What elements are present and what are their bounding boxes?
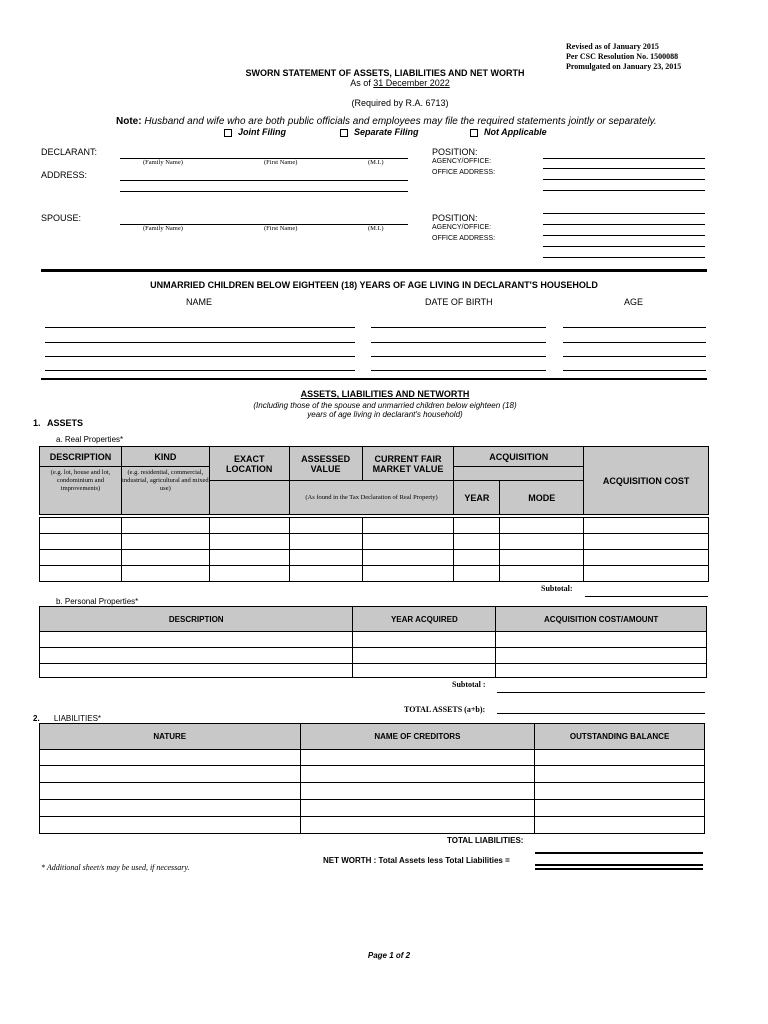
- personal-header-description: DESCRIPTION: [40, 607, 353, 632]
- children-col-age: AGE: [624, 297, 644, 307]
- child-name-field[interactable]: [45, 327, 355, 328]
- table-row[interactable]: [40, 518, 709, 534]
- real-subtotal-field[interactable]: [585, 596, 708, 597]
- declarant-agency-field[interactable]: [543, 168, 705, 169]
- separate-filing-label: Separate Filing: [354, 127, 419, 137]
- liabilities-header-balance: OUTSTANDING BALANCE: [535, 724, 705, 750]
- not-applicable-checkbox[interactable]: [470, 129, 478, 137]
- declarant-agency-label: AGENCY/OFFICE:: [432, 158, 492, 165]
- table-row[interactable]: [40, 648, 707, 664]
- child-age-field[interactable]: [563, 342, 706, 343]
- declarant-office-address-field-1[interactable]: [543, 179, 705, 180]
- spouse-label: SPOUSE:: [41, 213, 82, 223]
- liabilities-table: [39, 723, 705, 834]
- real-header-description-sub: (e.g. lot, house and lot, condominium and improvements): [40, 467, 122, 515]
- as-of-line: [300, 78, 500, 88]
- joint-filing-option[interactable]: [224, 127, 286, 137]
- table-row[interactable]: [40, 664, 707, 678]
- section-divider: [41, 269, 707, 272]
- spouse-mi-caption: (M.I.): [368, 225, 384, 232]
- note: [116, 116, 657, 127]
- real-header-kind: KIND: [121, 447, 209, 467]
- table-row[interactable]: [40, 632, 707, 648]
- personal-subtotal-field[interactable]: [497, 692, 705, 693]
- real-header-acq-cost: ACQUISITION COST: [584, 447, 709, 515]
- page-number: Page 1 of 2: [367, 951, 411, 960]
- declarant-position-field[interactable]: [543, 158, 705, 159]
- spouse-agency-field[interactable]: [543, 224, 705, 225]
- personal-header-year: YEAR ACQUIRED: [353, 607, 496, 632]
- child-name-field[interactable]: [45, 342, 355, 343]
- real-header-value-sub: (As found in the Tax Declaration of Real Property): [289, 481, 454, 515]
- real-header-year: YEAR: [454, 481, 500, 515]
- children-col-name: NAME: [186, 297, 213, 307]
- total-assets-field[interactable]: [497, 713, 705, 714]
- children-col-dob: DATE OF BIRTH: [425, 297, 493, 307]
- note-label: Note:: [116, 116, 142, 127]
- real-header-location-spacer: [209, 481, 289, 515]
- personal-subtotal-label: Subtotal :: [452, 680, 486, 689]
- child-name-field[interactable]: [45, 356, 355, 357]
- spouse-family-name-caption: (Family Name): [143, 225, 183, 232]
- real-header-mode: MODE: [500, 481, 584, 515]
- aln-subtitle-1: (Including those of the spouse and unmarried children below eighteen (18): [253, 401, 517, 410]
- real-properties-table: [39, 446, 709, 582]
- spouse-office-address-field-3[interactable]: [543, 257, 705, 258]
- spouse-first-name-caption: (First Name): [264, 225, 298, 232]
- liabilities-header-nature: NATURE: [40, 724, 301, 750]
- total-assets-label: TOTAL ASSETS (a+b):: [404, 705, 486, 714]
- personal-properties-table: [39, 606, 707, 678]
- liabilities-label: LIABILITIES*: [53, 714, 102, 723]
- table-row[interactable]: [40, 800, 705, 817]
- spouse-office-address-field-1[interactable]: [543, 235, 705, 236]
- form-title: SWORN STATEMENT OF ASSETS, LIABILITIES AND NET WORTH: [245, 68, 525, 78]
- note-text: Husband and wife who are both public officials and employees may file the required statements jointly or separately.: [144, 116, 657, 127]
- declarant-position-label: POSITION:: [432, 147, 478, 157]
- spouse-position-field[interactable]: [543, 213, 705, 214]
- table-row[interactable]: [40, 750, 705, 766]
- real-header-location: EXACT LOCATION: [209, 447, 289, 481]
- real-header-acq-spacer: [454, 467, 584, 481]
- as-of-label: As of: [350, 78, 371, 88]
- real-header-kind-sub: (e.g. residential, commercial, industrial, agricultural and mixed use): [121, 467, 209, 515]
- declarant-label: DECLARANT:: [41, 147, 98, 157]
- aln-subtitle-2: years of age living in declarant's household): [307, 410, 463, 419]
- net-worth-field-line-2: [535, 868, 703, 870]
- aln-title: ASSETS, LIABILITIES AND NETWORTH: [300, 389, 470, 399]
- real-header-acquisition: ACQUISITION: [454, 447, 584, 467]
- personal-header-cost: ACQUISITION COST/AMOUNT: [496, 607, 707, 632]
- real-header-fair-market: CURRENT FAIR MARKET VALUE: [362, 447, 454, 481]
- joint-filing-checkbox[interactable]: [224, 129, 232, 137]
- table-row[interactable]: [40, 534, 709, 550]
- assets-number: 1.: [33, 418, 41, 428]
- spouse-office-address-field-2[interactable]: [543, 246, 705, 247]
- declarant-office-address-label: OFFICE ADDRESS:: [432, 169, 496, 176]
- declarant-office-address-field-2[interactable]: [543, 190, 705, 191]
- separate-filing-checkbox[interactable]: [340, 129, 348, 137]
- real-header-description: DESCRIPTION: [40, 447, 122, 467]
- table-row[interactable]: [40, 783, 705, 800]
- assets-label: ASSETS: [47, 418, 84, 428]
- child-dob-field[interactable]: [371, 342, 546, 343]
- child-name-field[interactable]: [45, 370, 355, 371]
- not-applicable-label: Not Applicable: [484, 127, 547, 137]
- total-liabilities-field[interactable]: [535, 852, 703, 854]
- declarant-first-name-caption: (First Name): [264, 159, 298, 166]
- child-age-field[interactable]: [563, 356, 706, 357]
- real-subtotal-label: Subtotal:: [541, 584, 573, 593]
- joint-filing-label: Joint Filing: [238, 127, 286, 137]
- child-age-field[interactable]: [563, 327, 706, 328]
- child-dob-field[interactable]: [371, 327, 546, 328]
- assets-heading: [33, 418, 83, 428]
- declarant-mi-caption: (M.I.): [368, 159, 384, 166]
- table-row[interactable]: [40, 566, 709, 582]
- total-liabilities-label: TOTAL LIABILITIES:: [447, 836, 524, 845]
- separate-filing-option[interactable]: [340, 127, 419, 137]
- required-by: (Required by R.A. 6713): [351, 98, 449, 108]
- child-age-field[interactable]: [563, 370, 706, 371]
- revision-line-3: Promulgated on January 23, 2015: [566, 62, 682, 71]
- address-label: ADDRESS:: [41, 170, 88, 180]
- revision-line-2: Per CSC Resolution No. 1500088: [566, 52, 679, 61]
- liabilities-header-creditors: NAME OF CREDITORS: [300, 724, 535, 750]
- spouse-office-address-label: OFFICE ADDRESS:: [432, 235, 496, 242]
- child-dob-field[interactable]: [371, 370, 546, 371]
- personal-properties-label: b. Personal Properties*: [56, 597, 139, 606]
- liabilities-number: 2.: [33, 714, 40, 723]
- children-bottom-divider: [41, 378, 707, 380]
- spouse-position-label: POSITION:: [432, 213, 478, 223]
- not-applicable-option[interactable]: [470, 127, 547, 137]
- table-row[interactable]: [40, 550, 709, 566]
- as-of-date: 31 December 2022: [373, 78, 450, 88]
- footnote: * Additional sheet/s may be used, if necessary.: [41, 863, 190, 872]
- revision-line-1: Revised as of January 2015: [566, 42, 659, 51]
- net-worth-field-line-1[interactable]: [535, 864, 703, 866]
- table-row[interactable]: [40, 766, 705, 783]
- declarant-family-name-caption: (Family Name): [143, 159, 183, 166]
- net-worth-label: NET WORTH : Total Assets less Total Liabilities =: [323, 856, 510, 865]
- liabilities-heading: [33, 714, 101, 723]
- table-row[interactable]: [40, 817, 705, 834]
- children-title: UNMARRIED CHILDREN BELOW EIGHTEEN (18) YEARS OF AGE LIVING IN DECLARANT'S HOUSEHOLD: [150, 280, 598, 290]
- address-field-line-1[interactable]: [120, 180, 408, 181]
- spouse-agency-label: AGENCY/OFFICE:: [432, 224, 492, 231]
- child-dob-field[interactable]: [371, 356, 546, 357]
- real-properties-label: a. Real Properties*: [56, 435, 124, 444]
- address-field-line-2[interactable]: [120, 191, 408, 192]
- real-header-assessed: ASSESSED VALUE: [289, 447, 362, 481]
